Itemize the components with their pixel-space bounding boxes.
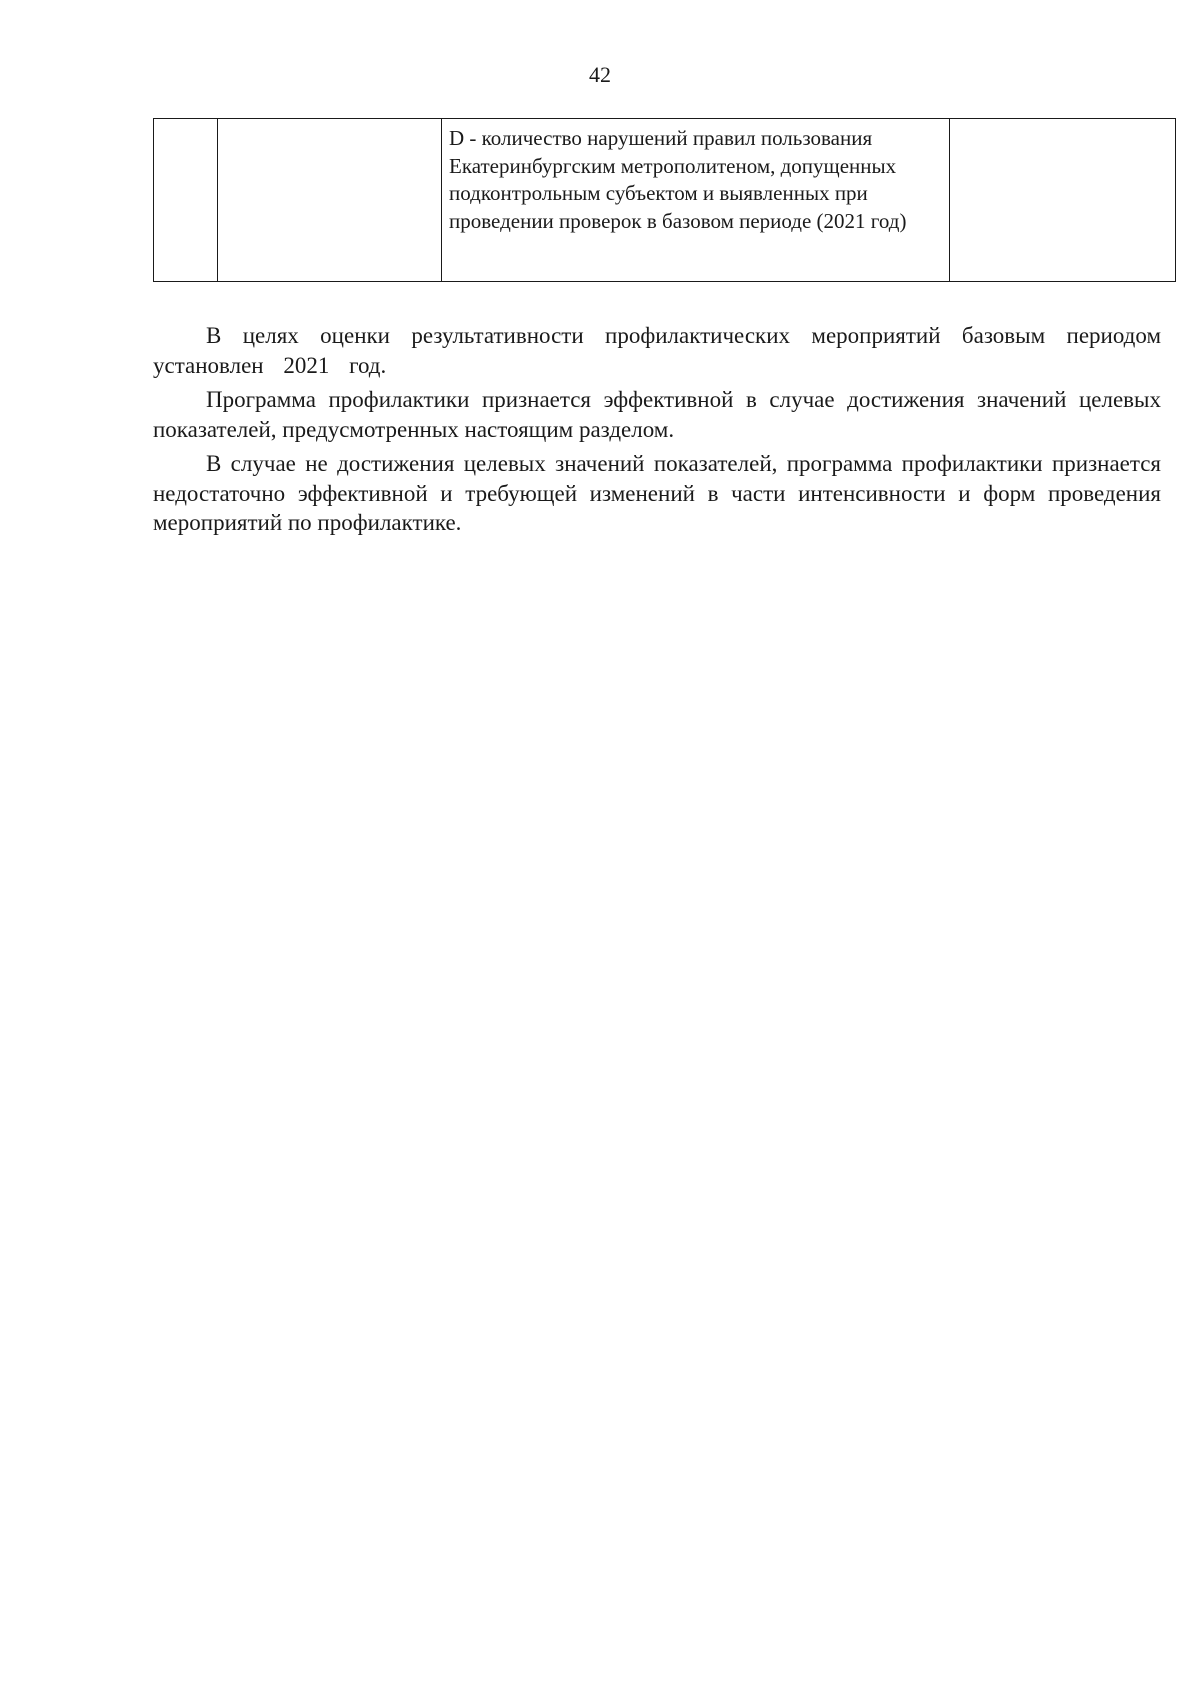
paragraph-effective-criteria: Программа профилактики признается эффективной в случае достижения значений целевых показателей, предусмотренных настоящим разделом. <box>153 387 1161 442</box>
table-cell-value <box>950 119 1176 282</box>
page-number: 42 <box>589 62 611 87</box>
indicator-table-wrapper <box>153 118 1175 282</box>
paragraph-not-effective: В случае не достижения целевых значений показателей, программа профилактики признается недостаточно эффективной и требующей изменений в части интенсивности и форм проведения мероприятий по профилактике. <box>153 451 1161 535</box>
table-cell-indicator <box>218 119 442 282</box>
table-cell-number <box>154 119 218 282</box>
body-text <box>153 321 1161 543</box>
paragraph-base-period: В целях оценки результативности профилактических мероприятий базовым периодом установлен 2021 год. <box>153 323 1161 378</box>
indicator-table <box>153 118 1176 282</box>
table-row <box>154 119 1176 282</box>
table-cell-formula-description: D - количество нарушений правил пользования Екатеринбургским метрополитеном, допущенных подконтрольным субъектом и выявленных при проведении проверок в базовом периоде (2021 год) <box>442 119 950 282</box>
